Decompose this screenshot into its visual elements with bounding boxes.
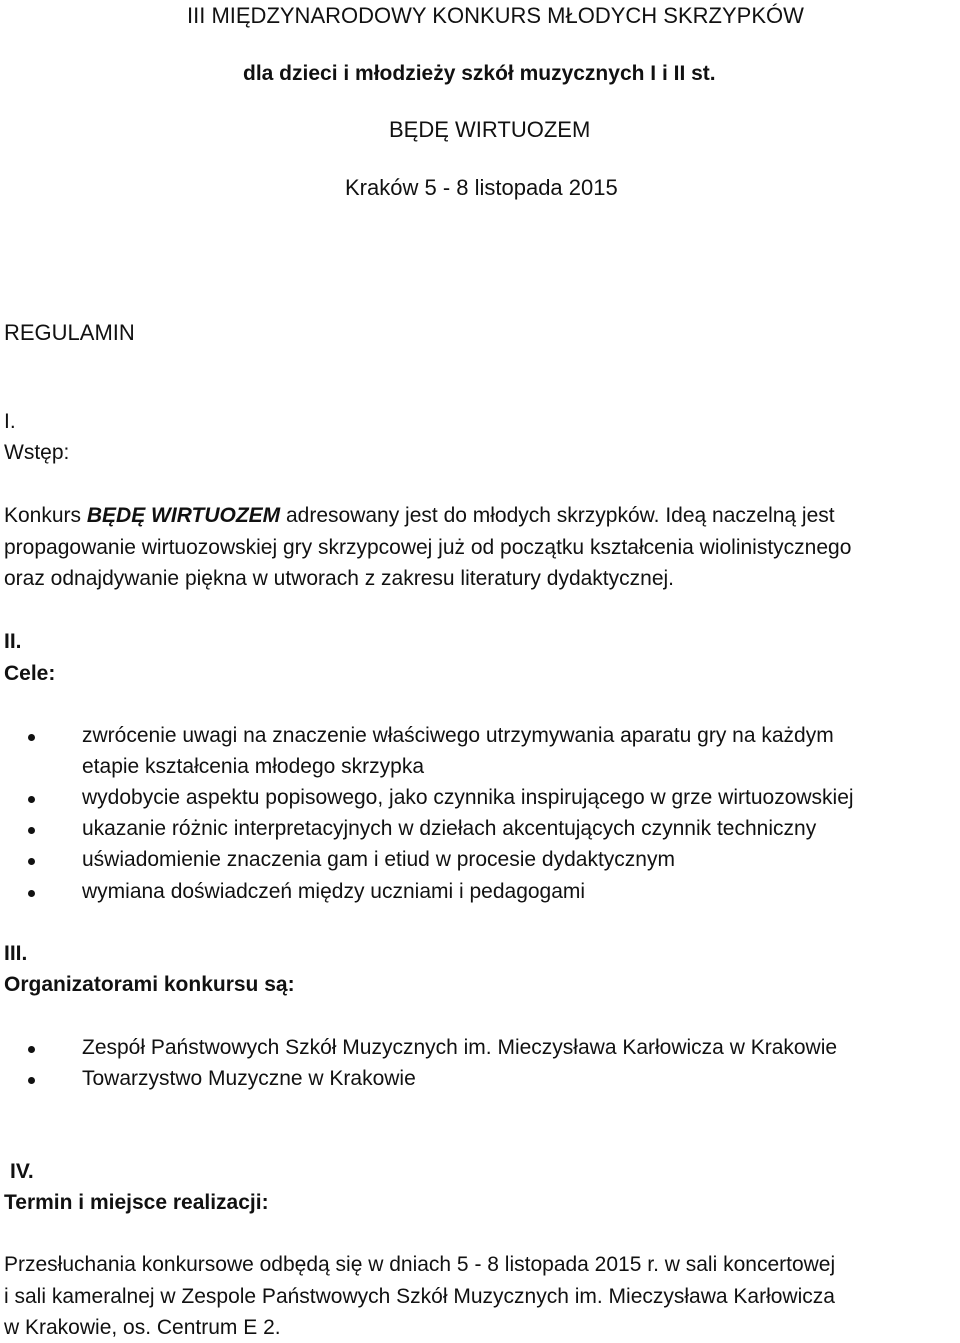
organizer-list-item [0, 1035, 960, 1063]
section-4-paragraph-line-2: i sali kameralnej w Zespole Państwowych Szkół Muzycznych im. Mieczysława Karłowicza [4, 1285, 835, 1308]
organizer-list-item [0, 1066, 960, 1094]
text-segment: adresowany jest do młodych skrzypków. Ideą naczelną jest [280, 504, 835, 527]
list-item-text: Zespół Państwowych Szkół Muzycznych im. Mieczysława Karłowicza w Krakowie [82, 1036, 838, 1059]
goal-list-item [0, 723, 960, 751]
list-item-text: uświadomienie znaczenia gam i etiud w procesie dydaktycznym [82, 848, 675, 871]
document-title: III MIĘDZYNARODOWY KONKURS MŁODYCH SKRZYPKÓW [187, 3, 804, 28]
list-item-text-continued: etapie kształcenia młodego skrzypka [82, 755, 425, 778]
list-item-text: wymiana doświadczeń między uczniami i pedagogami [82, 880, 586, 903]
regulamin-heading: REGULAMIN [4, 320, 135, 345]
section-1-number: I. [4, 410, 16, 433]
bullet-icon [28, 1077, 35, 1084]
section-1-paragraph-line-2: propagowanie wirtuozowskiej gry skrzypcowej już od początku kształcenia wiolinistycznego [4, 536, 852, 559]
section-2-heading: Cele: [4, 662, 56, 685]
list-item-text: zwrócenie uwagi na znaczenie właściwego utrzymywania aparatu gry na każdym [82, 724, 834, 747]
bullet-icon [28, 734, 35, 741]
competition-motto: BĘDĘ WIRTUOZEM [389, 117, 591, 142]
document-subtitle: dla dzieci i młodzieży szkół muzycznych I i II st. [243, 62, 716, 85]
list-item-text: Towarzystwo Muzyczne w Krakowie [82, 1067, 416, 1090]
section-4-heading: Termin i miejsce realizacji: [4, 1191, 269, 1214]
goal-list-item [0, 785, 960, 813]
goal-list-item [0, 816, 960, 844]
bullet-icon [28, 796, 35, 803]
section-3-heading: Organizatorami konkursu są: [4, 973, 295, 996]
list-item-text: ukazanie różnic interpretacyjnych w dziełach akcentujących czynnik techniczny [82, 817, 817, 840]
section-4-paragraph-line-1: Przesłuchania konkursowe odbędą się w dniach 5 - 8 listopada 2015 r. w sali koncertowej [4, 1253, 836, 1276]
goal-list-item [0, 879, 960, 907]
bullet-icon [28, 827, 35, 834]
section-3-number: III. [4, 942, 28, 965]
section-1-heading: Wstęp: [4, 441, 70, 464]
section-4-paragraph-line-3: w Krakowie, os. Centrum E 2. [4, 1316, 281, 1339]
text-segment: Konkurs [4, 504, 87, 527]
bullet-icon [28, 1046, 35, 1053]
goal-list-item [0, 847, 960, 875]
section-2-number: II. [4, 630, 22, 653]
bullet-icon [28, 890, 35, 897]
section-1-paragraph-line-1 [4, 503, 835, 529]
section-1-paragraph-line-3: oraz odnajdywanie piękna w utworach z zakresu literatury dydaktycznej. [4, 567, 675, 590]
place-and-date: Kraków 5 - 8 listopada 2015 [345, 175, 618, 200]
emphasized-motto: BĘDĘ WIRTUOZEM [86, 504, 281, 527]
section-4-number: IV. [10, 1160, 34, 1183]
list-item-text: wydobycie aspektu popisowego, jako czynnika inspirującego w grze wirtuozowskiej [82, 786, 854, 809]
bullet-icon [28, 858, 35, 865]
